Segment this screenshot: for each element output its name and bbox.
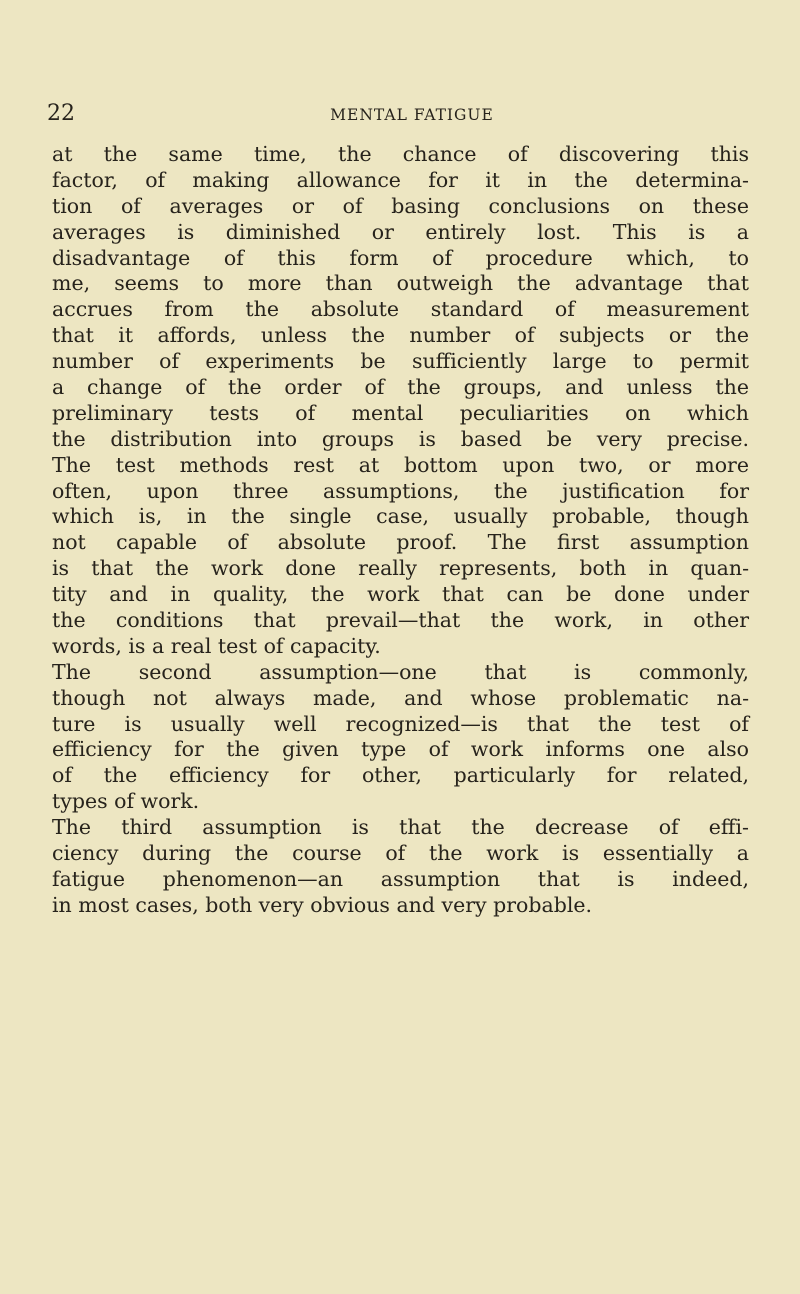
body-text: [52, 142, 749, 919]
text-line: number of experiments be sufficiently large to permit: [52, 349, 749, 374]
text-line: the conditions that prevail—that the work, in other: [52, 608, 749, 633]
text-line: the distribution into groups is based be very precise.: [52, 426, 749, 451]
text-line: averages is diminished or entirely lost. This is a: [52, 219, 749, 244]
text-line: efficiency for the given type of work informs one also: [52, 737, 749, 762]
text-line: tion of averages or of basing conclusions on these: [52, 193, 749, 218]
text-line: The second assumption—one that is commonly,: [52, 659, 749, 684]
text-line: The test methods rest at bottom upon two, or more: [52, 452, 749, 477]
text-line: though not always made, and whose problematic na-: [52, 685, 749, 710]
text-line: at the same time, the chance of discovering this: [52, 142, 749, 166]
text-line: fatigue phenomenon—an assumption that is indeed,: [52, 866, 749, 891]
text-line: ciency during the course of the work is essentially a: [52, 841, 749, 866]
text-line: not capable of absolute proof. The first assumption: [52, 530, 749, 555]
text-line: of the efficiency for other, particularly for related,: [52, 763, 749, 788]
text-line: words, is a real test of capacity.: [52, 633, 381, 658]
text-line: The third assumption is that the decrease of effi-: [52, 815, 749, 840]
text-line: disadvantage of this form of procedure which, to: [52, 245, 749, 270]
running-header: MENTAL FATIGUE: [330, 106, 494, 124]
text-line: factor, of making allowance for it in the determina-: [52, 167, 749, 192]
text-line: which is, in the single case, usually probable, though: [52, 504, 749, 529]
text-line: ture is usually well recognized—is that the test of: [52, 711, 749, 736]
page-number: 22: [47, 101, 75, 126]
text-line: is that the work done really represents, both in quan-: [52, 556, 749, 581]
text-line: tity and in quality, the work that can be done under: [52, 582, 749, 607]
text-line: accrues from the absolute standard of measurement: [52, 297, 749, 322]
text-line: often, upon three assumptions, the justification for: [52, 478, 749, 503]
text-line: types of work.: [52, 789, 200, 814]
text-line: me, seems to more than outweigh the advantage that: [52, 271, 749, 296]
text-line: preliminary tests of mental peculiarities on which: [52, 400, 749, 425]
text-line: a change of the order of the groups, and unless the: [52, 375, 749, 400]
text-line: that it affords, unless the number of subjects or the: [52, 323, 749, 348]
text-line: in most cases, both very obvious and very probable.: [52, 892, 593, 917]
